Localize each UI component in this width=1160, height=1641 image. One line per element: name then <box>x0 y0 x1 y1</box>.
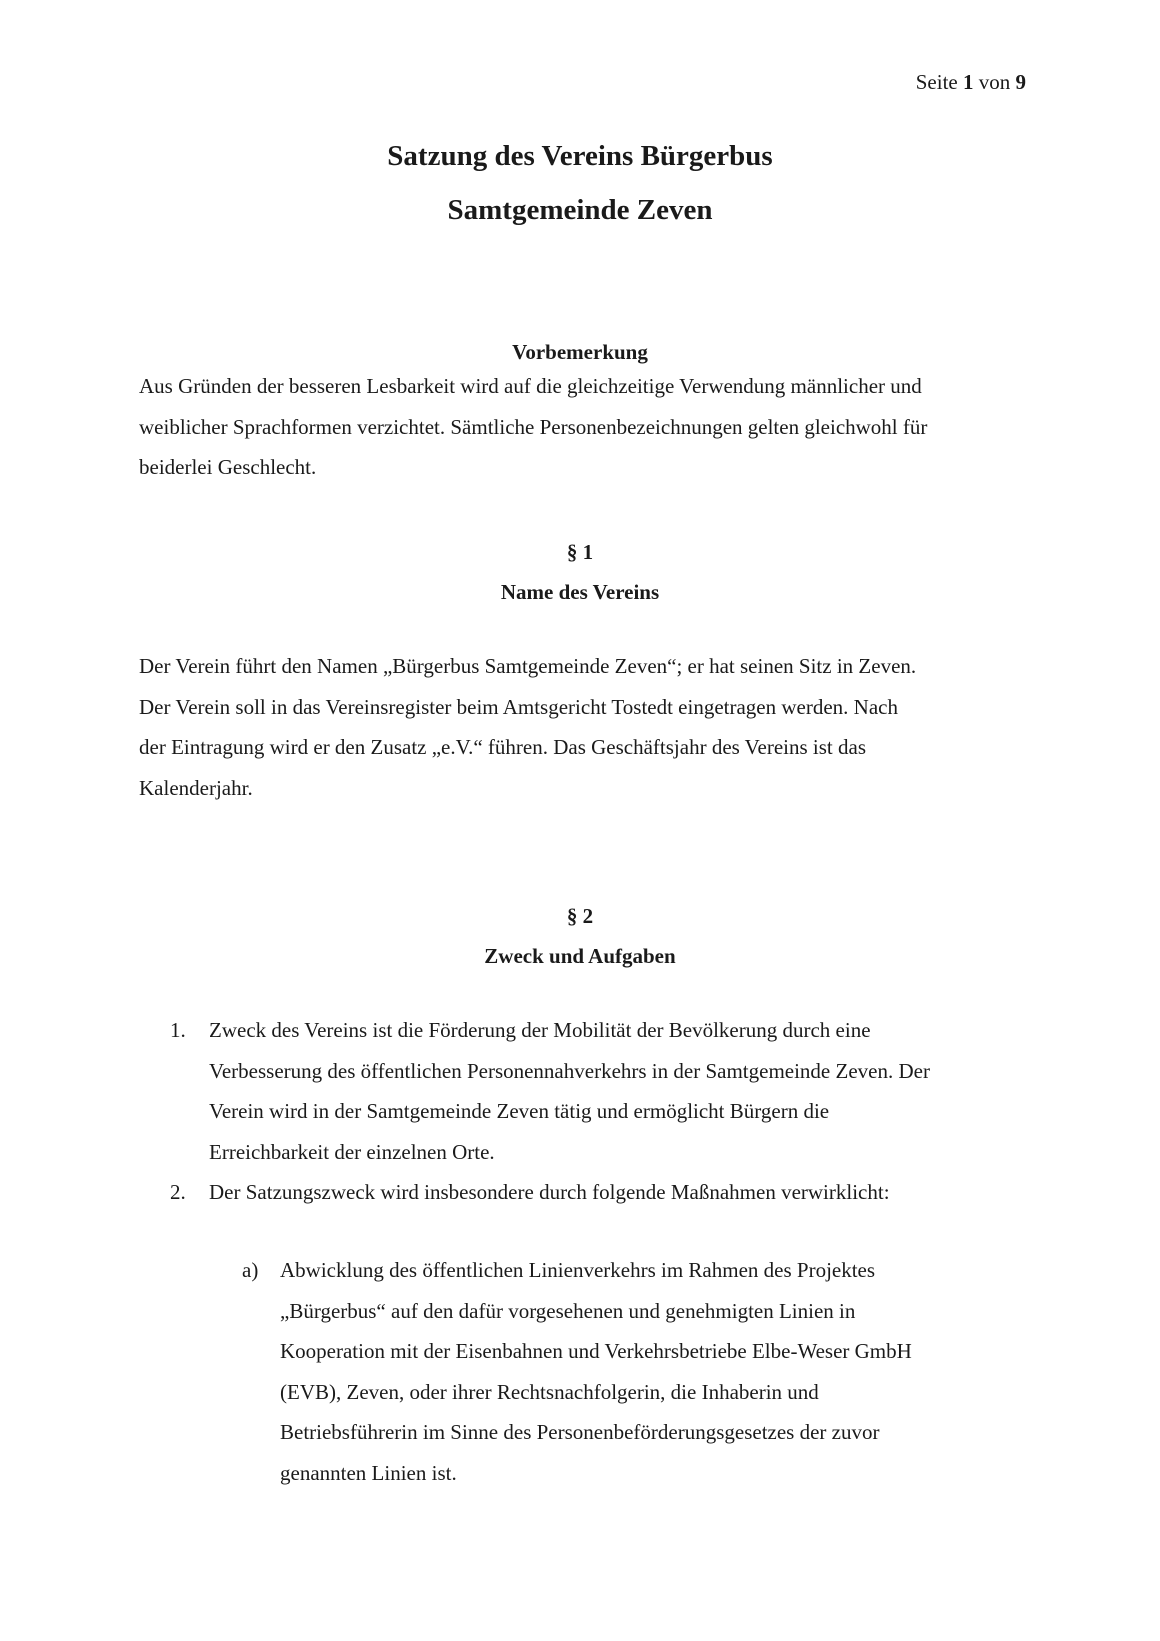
list-item-line: Zweck des Vereins ist die Förderung der Mobilität der Bevölkerung durch eine <box>209 1018 871 1042</box>
section1-line: Kalenderjahr. <box>139 775 253 800</box>
list-item <box>170 1172 1030 1213</box>
document-title-line1: Satzung des Vereins Bürgerbus <box>387 140 773 172</box>
preface-line: beiderlei Geschlecht. <box>139 455 317 479</box>
preface-heading: Vorbemerkung <box>512 340 648 364</box>
list-item-line: Verbesserung des öffentlichen Personennahverkehrs in der Samtgemeinde Zeven. Der <box>209 1058 930 1083</box>
preface-line: weiblicher Sprachformen verzichtet. Sämtliche Personenbezeichnungen gelten gleichwohl für <box>139 414 928 439</box>
page-prefix: Seite <box>915 70 958 94</box>
section1-number: § 1 <box>566 540 594 564</box>
list-item <box>170 1010 1030 1172</box>
list-item-line: Verein wird in der Samtgemeinde Zeven tätig und ermöglicht Bürgern die <box>209 1099 830 1123</box>
list-item-number: 1. <box>170 1018 186 1042</box>
preface-line: Aus Gründen der besseren Lesbarkeit wird auf die gleichzeitige Verwendung männlicher und <box>139 374 922 398</box>
sub-item-line: genannten Linien ist. <box>280 1460 457 1485</box>
list-item-line: Erreichbarkeit der einzelnen Orte. <box>209 1139 495 1164</box>
section2-number: § 2 <box>566 904 594 928</box>
section1-heading: Name des Vereins <box>500 580 660 604</box>
list-item-line: Der Satzungszweck wird insbesondere durch folgende Maßnahmen verwirklicht: <box>209 1180 890 1204</box>
page-number <box>916 70 1026 95</box>
section2-heading: Zweck und Aufgaben <box>484 944 676 968</box>
section1-line: Der Verein soll in das Vereinsregister beim Amtsgericht Tostedt eingetragen werden. Nach <box>139 694 898 719</box>
page-mid: von <box>978 70 1011 94</box>
sub-item-line: Abwicklung des öffentlichen Linienverkehrs im Rahmen des Projektes <box>280 1258 876 1282</box>
page-total: 9 <box>1015 70 1026 94</box>
section1-paragraph <box>139 646 1019 808</box>
sub-item-line: (EVB), Zeven, oder ihrer Rechtsnachfolgerin, die Inhaberin und <box>280 1379 819 1404</box>
sub-item-line: Kooperation mit der Eisenbahnen und Verkehrsbetriebe Elbe-Weser GmbH <box>280 1339 912 1363</box>
page-current: 1 <box>963 70 974 94</box>
sub-item-line: „Bürgerbus“ auf den dafür vorgesehenen und genehmigten Linien in <box>280 1298 856 1323</box>
sub-item-label: a) <box>242 1258 259 1282</box>
sub-item-line: Betriebsführerin im Sinne des Personenbeförderungsgesetzes der zuvor <box>280 1420 880 1444</box>
list-item-number: 2. <box>170 1180 186 1204</box>
document-title-line2: Samtgemeinde Zeven <box>447 194 713 226</box>
preface-paragraph <box>139 366 1019 488</box>
section1-line: Der Verein führt den Namen „Bürgerbus Samtgemeinde Zeven“; er hat seinen Sitz in Zeven. <box>139 654 917 678</box>
sub-list-item <box>242 1250 1022 1493</box>
section1-line: der Eintragung wird er den Zusatz „e.V.“ führen. Das Geschäftsjahr des Vereins ist das <box>139 735 866 759</box>
